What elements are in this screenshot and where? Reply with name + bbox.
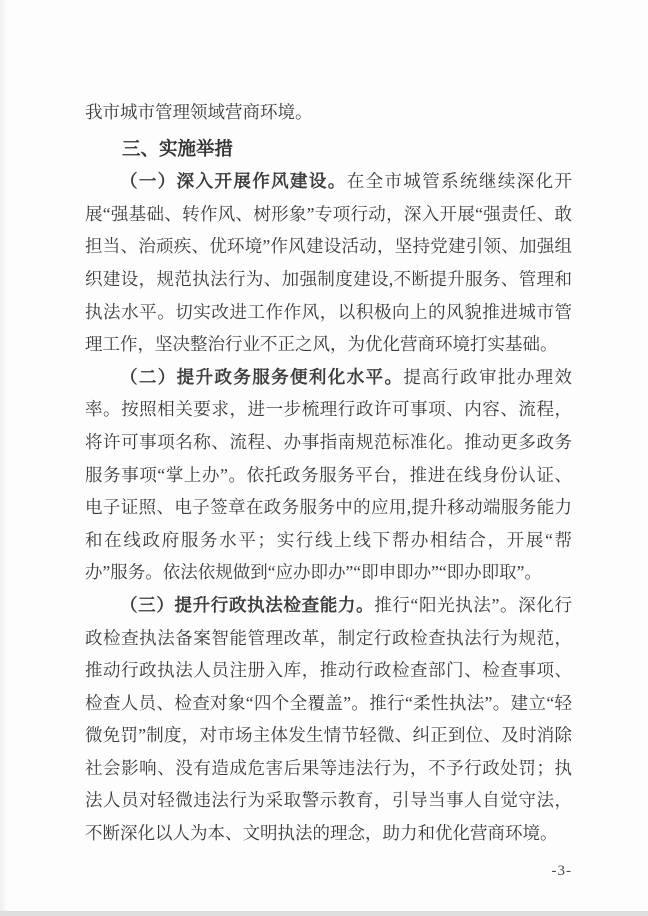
continuation-line: 我市城市管理领域营商环境。 — [85, 102, 313, 122]
document-body — [85, 96, 572, 887]
section-heading: 三、实施举措 — [122, 137, 234, 159]
body-paragraph — [85, 589, 572, 850]
body-paragraph — [85, 361, 572, 589]
paragraph-lead: （二）提升政务服务便利化水平。 — [120, 366, 404, 387]
scan-bottom-edge — [0, 911, 648, 916]
paragraph-text: 提高行政审批办理效率。按照相关要求，进一步梳理行政许可事项、内容、流程，将许可事项名称、流程、办事指南规范标准化。推动更多政务服务事项“掌上办”。依托政务服务平台，推进在线身份认证、电子证照、电子签章在政务服务中的应用,提升移动端服务能力和在线政府服务水平；实行线上线下帮办相结合，开展“帮办”服务。依法依规做到“应办即办”“即申即办”“即办即取”。 — [85, 366, 573, 583]
paragraph-text: 推行“阳光执法”。深化行政检查执法备案智能管理改革，制定行政检查执法行为规范，推动行政执法人员注册入库，推动行政检查部门、检查事项、检查人员、检查对象“四个全覆盖”。推行“柔性执法”。建立“轻微免罚”制度，对市场主体发生情节轻微、纠正到位、及时消除社会影响、没有造成危害后果等违法行为，不予行政处罚；执法人员对轻微违法行为采取警示教育，引导当事人自觉守法，不断深化以人为本、文明执法的理念，助力和优化营商环境。 — [85, 594, 572, 844]
paragraph-lead: （三）提升行政执法检查能力。 — [120, 594, 375, 615]
page-number: -3- — [551, 862, 572, 879]
body-paragraph — [85, 165, 572, 361]
paragraph-list — [85, 165, 572, 849]
paragraph-lead: （一）深入开展作风建设。 — [120, 171, 347, 192]
paragraph-text: 在全市城管系统继续深化开展“强基础、转作风、树形象”专项行动，深入开展“强责任、敢担当、治顽疾、优环境”作风建设活动，坚持党建引领、加强组织建设，规范执法行为、加强制度建设,不断提升服务、管理和执法水平。切实改进工作作风，以积极向上的风貌推进城市管理工作，坚决整治行业不正之风，为优化营商环境打实基础。 — [85, 171, 573, 355]
